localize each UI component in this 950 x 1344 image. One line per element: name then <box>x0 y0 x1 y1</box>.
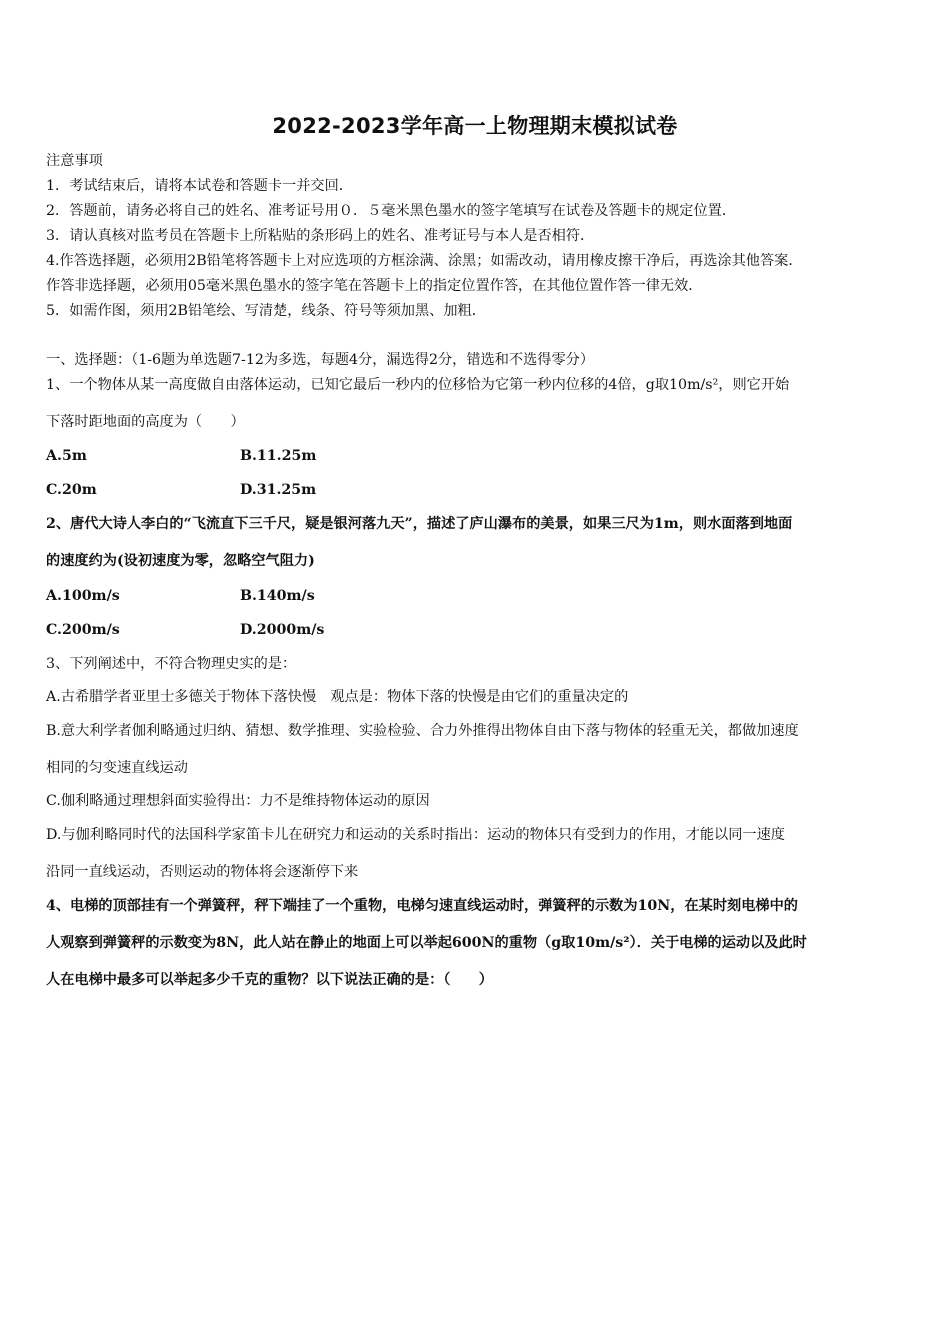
notice-item-1: 1．考试结束后，请将本试卷和答题卡一并交回． <box>46 178 353 194</box>
q2-option-a: A.100m/s <box>46 588 120 604</box>
exam-title: 2022-2023学年高一上物理期末模拟试卷 <box>272 114 678 138</box>
q4-stem-line2: 人观察到弹簧秤的示数变为8N，此人站在静止的地面上可以举起600N的重物（g取10m/s²）．关于电梯的运动以及此时 <box>46 935 807 951</box>
q3-option-a: A.古希腊学者亚里士多德关于物体下落快慢 观点是：物体下落的快慢是由它们的重量决定的 <box>46 689 629 705</box>
q2-option-d: D.2000m/s <box>240 622 325 638</box>
q3-option-d-line1: D.与伽利略同时代的法国科学家笛卡儿在研究力和运动的关系时指出：运动的物体只有受到力的作用，才能以同一速度 <box>46 827 785 843</box>
q2-stem-line1: 2、唐代大诗人李白的“飞流直下三千尺，疑是银河落九天”，描述了庐山瀑布的美景，如果三尺为1m，则水面落到地面 <box>46 516 793 532</box>
q1-stem-line2: 下落时距地面的高度为（ ） <box>46 414 245 430</box>
q4-stem-line1: 4、电梯的顶部挂有一个弹簧秤，秤下端挂了一个重物，电梯匀速直线运动时，弹簧秤的示数为10N，在某时刻电梯中的 <box>46 898 798 914</box>
q1-option-a: A.5m <box>46 448 87 464</box>
notice-item-3: 3．请认真核对监考员在答题卡上所粘贴的条形码上的姓名、准考证号与本人是否相符． <box>46 228 595 244</box>
q1-option-c: C.20m <box>46 482 97 498</box>
q3-option-d-line2: 沿同一直线运动，否则运动的物体将会逐渐停下来 <box>46 864 359 880</box>
notice-item-4: 4.作答选择题，必须用2B铅笔将答题卡上对应选项的方框涂满、涂黑；如需改动，请用橡皮擦干净后，再选涂其他答案． <box>46 253 803 269</box>
q2-stem-line2: 的速度约为(设初速度为零，忽略空气阻力) <box>46 553 315 569</box>
q3-option-b-line1: B.意大利学者伽利略通过归纳、猜想、数学推理、实验检验、合力外推得出物体自由下落与物体的轻重无关，都做加速度 <box>46 723 799 739</box>
notice-item-5: 5．如需作图，须用2B铅笔绘、写清楚，线条、符号等须加黑、加粗． <box>46 303 486 319</box>
notice-item-2: 2．答题前，请务必将自己的姓名、准考证号用０．５毫米黑色墨水的签字笔填写在试卷及答题卡的规定位置． <box>46 203 737 219</box>
section-heading: 一、选择题：（1-6题为单选题7-12为多选，每题4分，漏选得2分，错选和不选得零分） <box>46 352 595 368</box>
q1-option-d: D.31.25m <box>240 482 317 498</box>
q3-stem: 3、下列阐述中，不符合物理史实的是： <box>46 656 297 672</box>
q3-option-c: C.伽利略通过理想斜面实验得出：力不是维持物体运动的原因 <box>46 793 430 809</box>
q3-option-b-line2: 相同的匀变速直线运动 <box>46 760 188 776</box>
q2-option-b: B.140m/s <box>240 588 315 604</box>
q4-stem-line3: 人在电梯中最多可以举起多少千克的重物？以下说法正确的是：（ ） <box>46 972 493 988</box>
q1-stem-line1: 1、一个物体从某一高度做自由落体运动，已知它最后一秒内的位移恰为它第一秒内位移的4倍，g取10m/s²，则它开始 <box>46 377 790 393</box>
q2-option-c: C.200m/s <box>46 622 120 638</box>
q1-option-b: B.11.25m <box>240 448 317 464</box>
notice-item-4-cont: 作答非选择题，必须用05毫米黑色墨水的签字笔在答题卡上的指定位置作答，在其他位置作答一律无效． <box>46 278 703 294</box>
notice-heading: 注意事项 <box>46 153 103 169</box>
